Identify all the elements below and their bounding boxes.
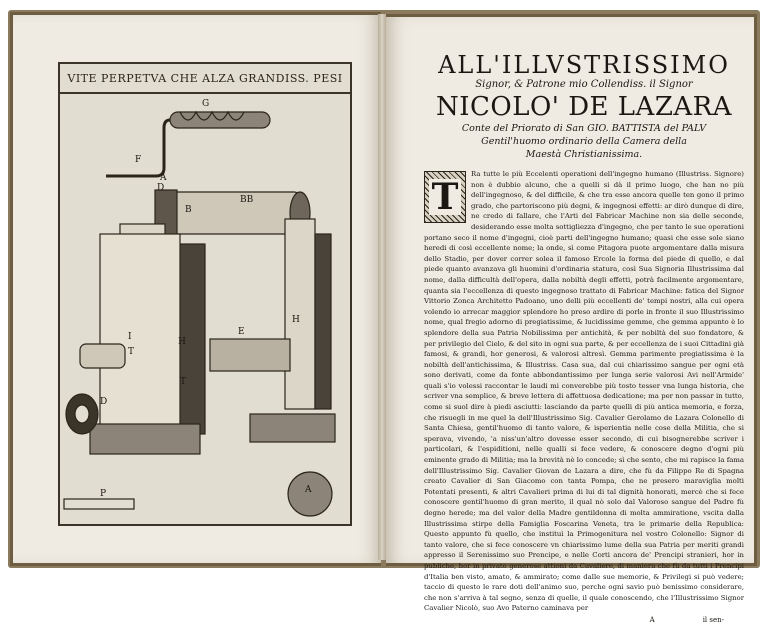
heading-title-2: Gentil'huomo ordinario della Camera della xyxy=(481,136,687,147)
label-h: H xyxy=(178,337,186,347)
heading-salutation: Signor, & Patrone mio Collendiss. il Signor xyxy=(475,79,693,90)
heading-title-3: Maestà Christianissima. xyxy=(525,149,643,160)
catchword: il sen- xyxy=(702,615,724,624)
label-g: G xyxy=(202,99,210,109)
plate-title: VITE PERPETVA CHE ALZA GRANDISS. PESI xyxy=(60,64,350,94)
signature-mark: A xyxy=(649,615,655,624)
label-d: D xyxy=(157,183,165,193)
heading-dedicatee: ALL'ILLVSTRISSIMO xyxy=(438,51,730,79)
label-bb: BB xyxy=(240,195,254,205)
label-t2: T xyxy=(180,377,187,387)
decorated-initial: T xyxy=(424,171,466,223)
label-a: A xyxy=(160,173,167,183)
label-b: B xyxy=(185,205,192,215)
body-text: Ra tutte le più Eccelenti operationi dell'ingegno humano (Illustriss. Signore) non è dubbio alcuno, che a quelli si dà il primo luogo, che han no più dell'ingegnoso, & del difficile, & che tra esse ancora quelle ten gono il primo grado, che partoriscono più degni, & ingegnosi effetti: ar dirò dunque di dire, ne credo di fallare, che l'Arti del Fabricar Machine non sia delle seconde, desiderando esse molta sottigliezza d'ingegno, che per tanto le sue operationi portano seco il nome d'ingegni, cioè parti dell'ingegno humano; quasi che esse sole siano heredi di così eccellente nome; la onde, sì come Pitagora puote argomentare dalla misura dello Stadio, per dover correr solea il famoso Ercole la forma del piede di quello, e dal piede quanto avanzava gli huomini d'ordinaria statura, così Sua Signoria Illustrissima dal nome, dalla difficultà dell'opera, dalla nobiltà degli effetti, potrà facilmente argomentare, quanta sia l'eccellenza di questo ingegnoso trattato di Fabricar Machine: fatica del Signor Vittorio Zonca Architetto Padoano, uno delli più eccellenti de' tempi nostri, alla cui opera volendo io arrecar maggior splendore ho preso ardire di porle in fronte il suo Illustrissimo nome, qual fregio adorno di pregiatissime, & lucidissime gemme, che gemma appunto è lo splendore della sua Patria Nobilissima per antichità, & per nobiltà del suo fondatore, & per privilegio del Cielo, & del sito in ogni sua parte, & per eccellenza de i suoi Cittadini già famosi, & grandi, hor generosi, & valorosi altresì. Gemma parimente pregiatissima è la nobiltà dell'antichissima, & Illustriss. Casa sua, dal cui chiarissimo sangue per ogni età sono derivati, come da fonte abbondantissimo per lunga serie valorosi Avi nell'Armide' quali s'io volessi raccontar le laudi mi converebbe più tosto tesser vna lunga historia, che scriver vna semplice, & breve lettera di affettuosa dedicatione; ma per non passar in tutto, come si suol dire à piedi asciutti: lasciando da parte quelli di più antica memoria, e forza, che risuegli in me quel la dell'Illustrissimo Sig. Cavalier Gerolamo de Lazara Colonello di Santa Chiesa, gentil'huomo di tanto valore, & isperientia nelle cose della Militia, che si sperava, vivendo, 'a niss'un'altro dovesse esser secondo, di cui bisognerebbe scriver i particolari, & l'espiditioni, nelle qualli si fece vedere, & conoscere degno d'ogni più eminente grado di Militia; ma la brevità nè lo concede; sì che sento, che mi rapisce la fama dell'Illustrissimo Sig. Cavalier Giovan de Lazara a dire, che fù da Filippo Re di Spagna creato Cavalier di San Giacomo con tanta Pompa, che ne presero maraviglia molti Potentati presenti, & altri Cavalieri prima di lui di tal dignità honorati, mercè che si fece conoscere gentil'huomo di gran merito, il qual nò solo dal Valoroso sangue del Padre fù degno herede; ma del valor della Madre gentildonna di molta ammiratione, vscita dalla Illustrissima stirpe della Famiglia Foscarina Veneta, tra le primarie della Republica: Questo appunto fù quello, che instituì la Primogenitura nel vostro Colonello: Signor di tanto valore, che si fece conoscere vn chiarissimo lume della sua Patria per meriti grandi appresso il Serenissimo suo Prencipe, e nelle Corti ancora de' Prencipi stranieri, hor in publiche, hor in private generose attioni da Cavaliere, di maniera che fù da tutti i Prencipi d'Italia ben visto, amato, & ammirato; come dalle sue memorie, & Privilegi si può vedere; taccio di questo le rare doti dell'animo suo, perche ogni savio può benissimo considerare, che non s'arriva à tal segno, senza di quelle, il quale conoscendo, che l'Illustrissimo Signor Cavalier Nicolò, suo Avo Paterno caminava per xyxy=(424,170,744,613)
engraving-plate xyxy=(58,62,352,526)
heading-title-1: Conte del Priorato di San GIO. BATTISTA del PALV xyxy=(461,123,707,134)
label-f: F xyxy=(135,155,142,165)
label-t: T xyxy=(128,347,135,357)
label-a2: A xyxy=(305,485,312,495)
label-e: E xyxy=(238,327,245,337)
label-h2: H xyxy=(292,315,300,325)
label-d2: D xyxy=(100,397,108,407)
body-paragraph xyxy=(424,169,744,614)
page-footer xyxy=(424,616,744,624)
dedication-text xyxy=(424,52,744,624)
book-gutter xyxy=(378,14,386,560)
screw-machine-illustration xyxy=(60,94,350,524)
heading-name: NICOLO' DE LAZARA xyxy=(435,92,733,122)
label-p: P xyxy=(100,489,107,499)
label-i: I xyxy=(128,332,132,342)
